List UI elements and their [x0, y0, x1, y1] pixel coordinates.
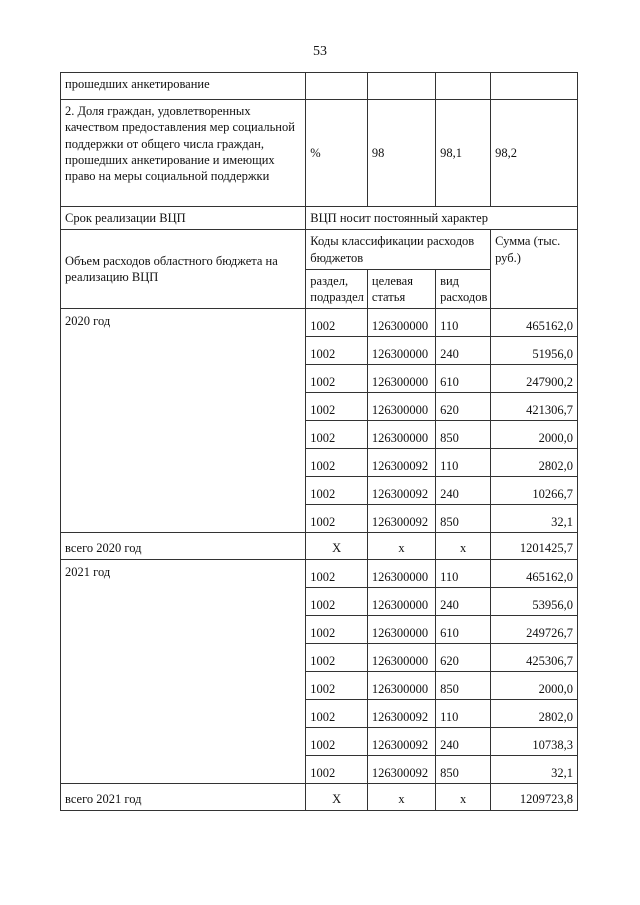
target-code: 126300000 [367, 588, 435, 616]
section-code: 1002 [306, 672, 368, 700]
continuation-label: прошедших анкетирование [61, 73, 306, 100]
expense-row [61, 560, 578, 588]
type-code: 240 [436, 477, 491, 505]
amount: 2000,0 [491, 421, 578, 449]
amount: 247900,2 [491, 365, 578, 393]
target-code: 126300000 [367, 644, 435, 672]
amount: 2802,0 [491, 449, 578, 477]
year-label: 2021 год [61, 560, 306, 784]
type-code: 850 [436, 505, 491, 533]
col-type-header: вид расходов [436, 269, 491, 309]
col-section-header: раздел, подраздел [306, 269, 368, 309]
indicator-label: 2. Доля граждан, удовлетворенных качеством предоставления мер социальной поддержки от общего числа граждан, прошедших анкетирование и имеющих право на меры социальной поддержки [61, 100, 306, 207]
total-type: x [436, 784, 491, 811]
total-target: x [367, 784, 435, 811]
target-code: 126300000 [367, 309, 435, 337]
section-code: 1002 [306, 477, 368, 505]
amount: 2000,0 [491, 672, 578, 700]
total-label: всего 2021 год [61, 784, 306, 811]
section-code: 1002 [306, 616, 368, 644]
type-code: 110 [436, 700, 491, 728]
target-code: 126300092 [367, 505, 435, 533]
continuation-row [61, 73, 578, 100]
section-code: 1002 [306, 505, 368, 533]
total-amount: 1209723,8 [491, 784, 578, 811]
expenses-header-row [61, 230, 578, 270]
target-code: 126300092 [367, 728, 435, 756]
indicator-value-1: 98 [367, 100, 435, 207]
term-row [61, 207, 578, 230]
target-code: 126300000 [367, 393, 435, 421]
type-code: 110 [436, 560, 491, 588]
section-code: 1002 [306, 337, 368, 365]
expenses-label: Объем расходов областного бюджета на реализацию ВЦП [61, 230, 306, 309]
amount: 10738,3 [491, 728, 578, 756]
term-value: ВЦП носит постоянный характер [306, 207, 578, 230]
target-code: 126300000 [367, 365, 435, 393]
section-code: 1002 [306, 700, 368, 728]
section-code: 1002 [306, 421, 368, 449]
term-label: Срок реализации ВЦП [61, 207, 306, 230]
amount: 465162,0 [491, 560, 578, 588]
amount: 249726,7 [491, 616, 578, 644]
codes-header: Коды классификации расходов бюджетов [306, 230, 491, 270]
type-code: 240 [436, 728, 491, 756]
section-code: 1002 [306, 728, 368, 756]
total-row [61, 533, 578, 560]
amount: 32,1 [491, 505, 578, 533]
target-code: 126300000 [367, 616, 435, 644]
section-code: 1002 [306, 756, 368, 784]
section-code: 1002 [306, 560, 368, 588]
amount: 10266,7 [491, 477, 578, 505]
total-section: X [306, 784, 368, 811]
target-code: 126300092 [367, 477, 435, 505]
section-code: 1002 [306, 393, 368, 421]
type-code: 850 [436, 672, 491, 700]
total-amount: 1201425,7 [491, 533, 578, 560]
program-table [60, 72, 578, 811]
amount: 465162,0 [491, 309, 578, 337]
target-code: 126300000 [367, 672, 435, 700]
type-code: 240 [436, 588, 491, 616]
amount: 53956,0 [491, 588, 578, 616]
target-code: 126300000 [367, 421, 435, 449]
expense-row [61, 309, 578, 337]
type-code: 610 [436, 616, 491, 644]
page-number: 53 [313, 44, 327, 59]
target-code: 126300092 [367, 756, 435, 784]
indicator-unit: % [306, 100, 368, 207]
col-target-header: целевая статья [367, 269, 435, 309]
section-code: 1002 [306, 644, 368, 672]
amount: 425306,7 [491, 644, 578, 672]
type-code: 110 [436, 309, 491, 337]
indicator-row [61, 100, 578, 207]
total-section: X [306, 533, 368, 560]
section-code: 1002 [306, 449, 368, 477]
sum-header: Сумма (тыс. руб.) [491, 230, 578, 309]
type-code: 110 [436, 449, 491, 477]
total-type: x [436, 533, 491, 560]
amount: 421306,7 [491, 393, 578, 421]
target-code: 126300092 [367, 700, 435, 728]
total-row [61, 784, 578, 811]
amount: 32,1 [491, 756, 578, 784]
section-code: 1002 [306, 365, 368, 393]
amount: 51956,0 [491, 337, 578, 365]
indicator-value-3: 98,2 [491, 100, 578, 207]
type-code: 850 [436, 756, 491, 784]
amount: 2802,0 [491, 700, 578, 728]
type-code: 240 [436, 337, 491, 365]
target-code: 126300092 [367, 449, 435, 477]
year-label: 2020 год [61, 309, 306, 533]
indicator-value-2: 98,1 [436, 100, 491, 207]
type-code: 620 [436, 644, 491, 672]
type-code: 610 [436, 365, 491, 393]
section-code: 1002 [306, 588, 368, 616]
target-code: 126300000 [367, 337, 435, 365]
type-code: 850 [436, 421, 491, 449]
target-code: 126300000 [367, 560, 435, 588]
section-code: 1002 [306, 309, 368, 337]
type-code: 620 [436, 393, 491, 421]
total-target: x [367, 533, 435, 560]
total-label: всего 2020 год [61, 533, 306, 560]
